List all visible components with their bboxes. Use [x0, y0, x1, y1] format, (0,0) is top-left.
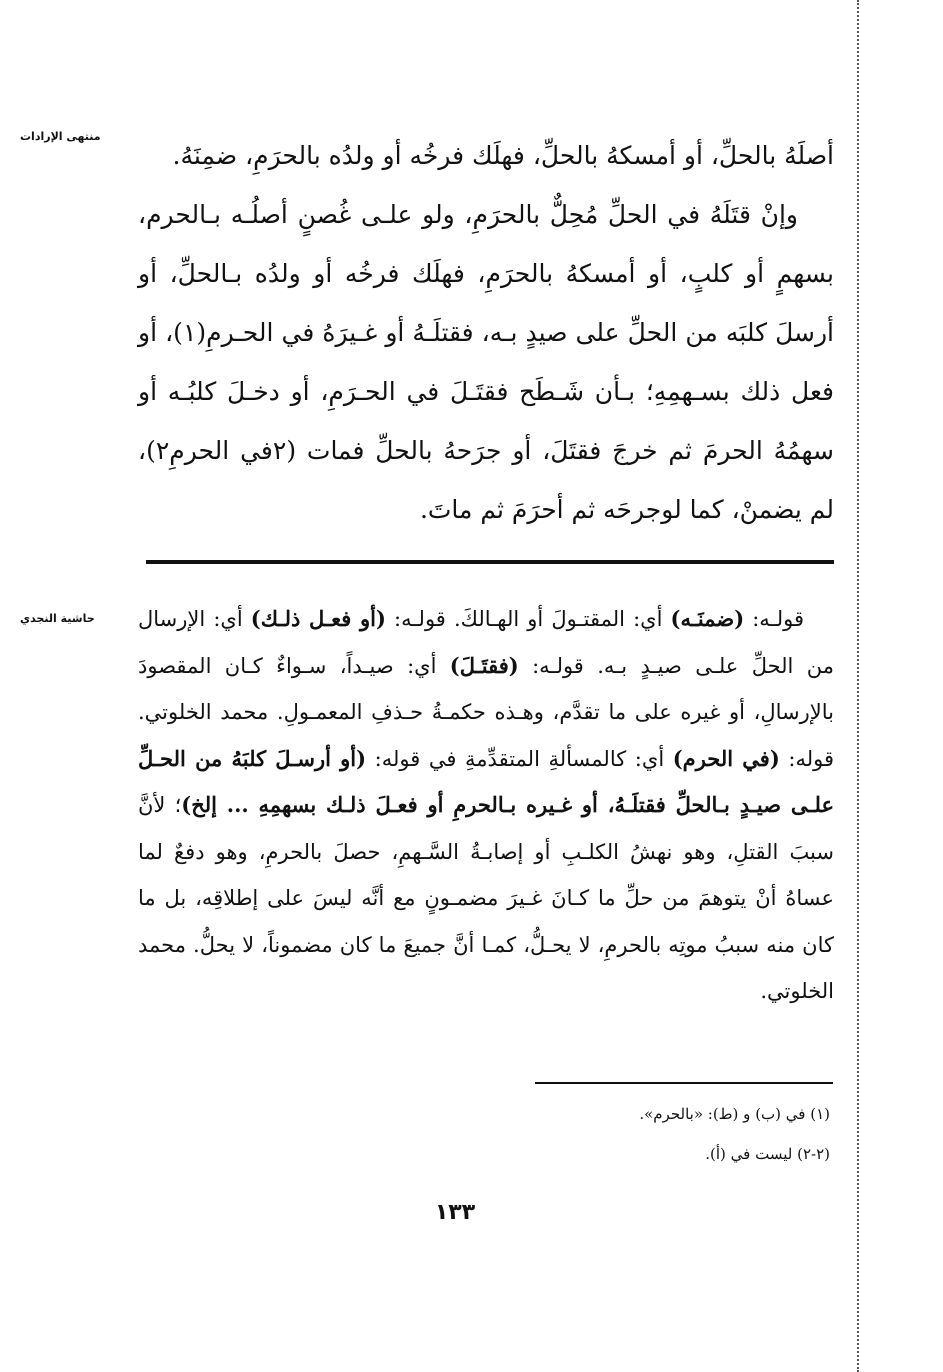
- footnote-separator-line: [535, 1082, 833, 1084]
- margin-label-matn: منتهى الإرادات: [20, 130, 101, 143]
- commentary-text: أي: الإرسال من الحلِّ علـى صيـدٍ بـه. قولـه:: [138, 607, 834, 678]
- commentary-text: أي: صيـداً، سـواءٌ كـان المقصودَ بالإرسالِ، أو غيره على ما تقدَّم، وهـذه حكمـةُ حـذفِ المعمـولِ. محمد الخلوتي. قوله:: [138, 653, 834, 771]
- section-separator-line: [146, 560, 834, 564]
- commentary-text: قولـه:: [744, 607, 805, 631]
- commentary-text: ؛ لأنَّ سببَ القتلِ، وهو نهشُ الكلـبِ أو إصابـةُ السَّـهمِ، حصلَ بالحرمِ، وهو دفعٌ لما عساهُ أنْ يتوهمَ من حلِّ ما كـانَ غـيرَ مضمـونٍ مع أنَّه ليسَ على إطلاقِه، بل ما كان منه سببُ موتِه بالحرمِ، لا يحـلُّ، كمـا أنَّ جميعَ ما كان مضموناً، لا يحلُّ. محمد الخلوتي.: [138, 793, 834, 1003]
- footnote-2: (٢-٢) ليست في (أ).: [705, 1145, 830, 1163]
- main-paragraph-2: وإنْ قتَلَهُ في الحلِّ مُحِلٌّ بالحرَمِ، ولو علـى غُصنٍ أصلُـه بـالحرم، بسهمٍ أو كلبٍ، أو أمسكهُ بالحرَمِ، فهلَك فرخُه أو ولدُه بـالحلِّ، أو أرسلَ كلبَه من الحلِّ على صيدٍ بـه، فقتلَـهُ أو غـيرَهُ في الحـرمِ(١)، أو فعل ذلك بسـهمِهِ؛ بـأن شَـطَح فقتَـلَ في الحـرَمِ، أو دخـلَ كلبُـه أو سهمُهُ الحرمَ ثم خرجَ فقتَلَ، أو جرَحهُ بالحلِّ فمات (٢في الحرمِ٢)، لم يضمنْ، كما لوجرحَه ثم أحرَمَ ثم ماتَ.: [138, 200, 834, 524]
- commentary-quote: (فقتَـلَ): [449, 652, 519, 678]
- commentary-quote: (أو فعـل ذلـك): [250, 606, 386, 631]
- commentary-quote: (في الحرم): [672, 745, 780, 771]
- margin-label-hashiya: حاشية النجدي: [20, 612, 95, 625]
- binding-edge-dotted-line: [857, 0, 859, 1372]
- main-text-block: [138, 126, 834, 539]
- footnote-1: (١) في (ب) و (ط): «بالحرم».: [639, 1105, 830, 1123]
- commentary-text-block: [138, 596, 834, 1015]
- main-paragraph-1: أصلَهُ بالحلِّ، أو أمسكهُ بالحلِّ، فهلَك فرخُه أو ولدُه بالحرَمِ، ضمِنَهُ.: [172, 141, 834, 170]
- commentary-quote: (أو أرسـلَ كلبَهُ من الحـلِّ علـى صيـدٍ بـالحلِّ فقتلَـهُ، أو غـيره بـالحرمِ أو فعـلَ ذلـك بسهمِهِ ... إلخ): [138, 745, 835, 817]
- page-number: ١٣٣: [434, 1200, 476, 1225]
- commentary-text: أي: كالمسألةِ المتقدِّمةِ في قوله:: [366, 746, 673, 771]
- footnotes-block: [400, 1094, 830, 1174]
- commentary-quote: (ضمنَـه): [670, 606, 745, 631]
- commentary-text: أي: المقتـولَ أو الهـالكَ. قولـه:: [385, 607, 671, 631]
